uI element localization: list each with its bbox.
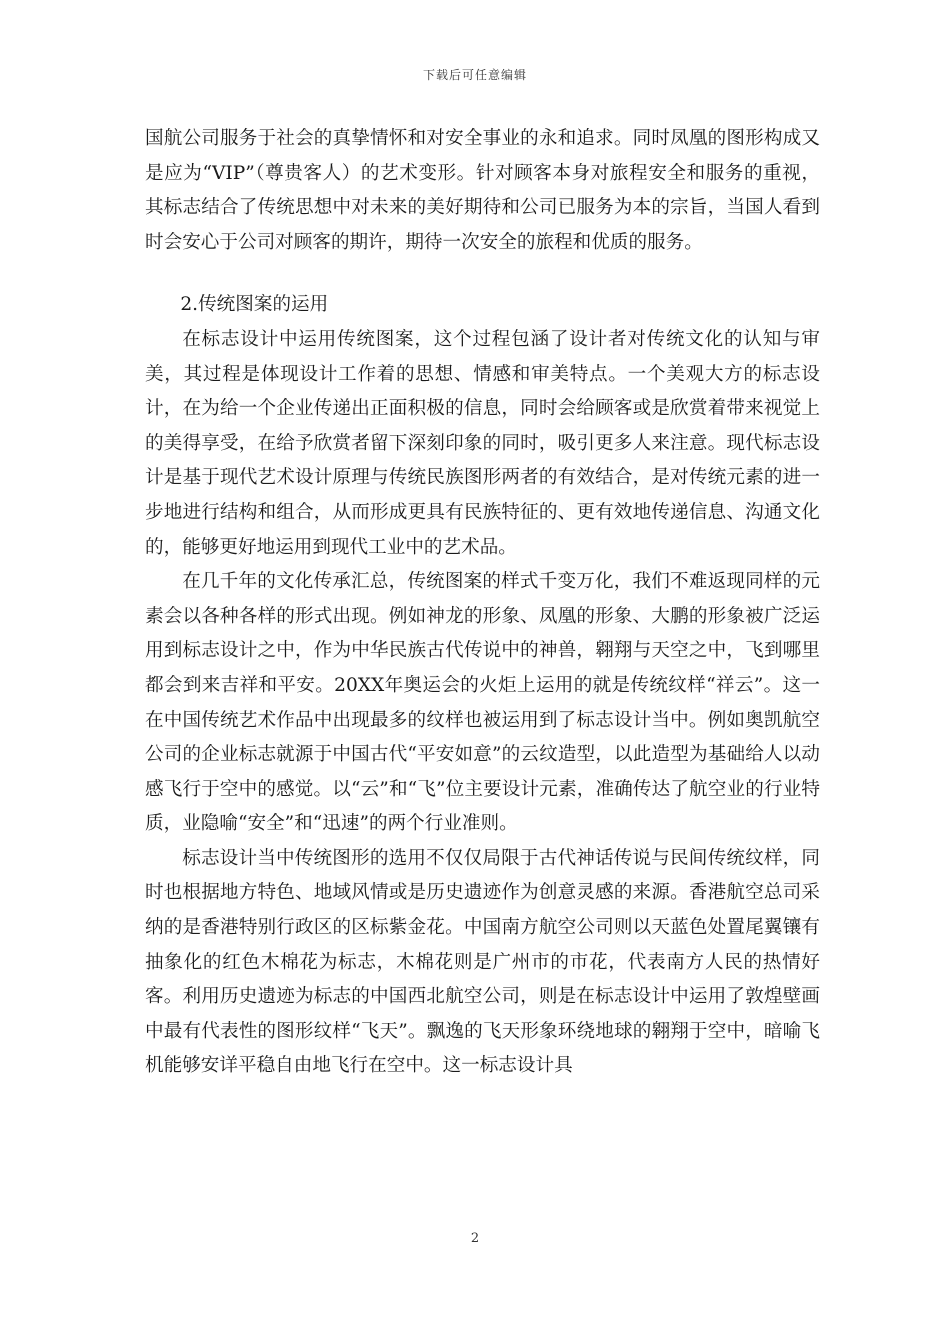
paragraph: 标志设计当中传统图形的选用不仅仅局限于古代神话传说与民间传统纹样，同时也根据地方特色、地域风情或是历史遗迹作为创意灵感的来源。香港航空总司采纳的是香港特别行政区的区标紫金花。中国南方航空公司则以天蓝色处置尾翼镶有抽象化的红色木棉花为标志，木棉花则是广州市的市花，代表南方人民的热情好客。利用历史遗迹为标志的中国西北航空公司，则是在标志设计中运用了敦煌壁画中最有代表性的图形纹样“飞天”。飘逸的飞天形象环绕地球的翱翔于空中，暗喻飞机能够安详平稳自由地飞行在空中。这一标志设计具: [145, 847, 820, 1077]
paragraph-continued: 国航公司服务于社会的真挚情怀和对安全事业的永和追求。同时凤凰的图形构成又是应为“VIP”（尊贵客人）的艺术变形。针对顾客本身对旅程安全和服务的重视，其标志结合了传统思想中对未来的美好期待和公司已服务为本的宗旨，当国人看到时会安心于公司对顾客的期许，期待一次安全的旅程和优质的服务。: [145, 128, 820, 253]
section-heading: 2.传统图案的运用: [180, 294, 329, 316]
page-number: 2: [470, 1231, 480, 1246]
paragraph-spacer: [145, 260, 820, 288]
document-body: [145, 122, 820, 1084]
paragraph: 在标志设计中运用传统图案，这个过程包涵了设计者对传统文化的认知与审美，其过程是体现设计工作着的思想、情感和审美特点。一个美观大方的标志设计，在为给一个企业传递出正面积极的信息，同时会给顾客或是欣赏着带来视觉上的美得享受，在给予欣赏者留下深刻印象的同时，吸引更多人来注意。现代标志设计是基于现代艺术设计原理与传统民族图形两者的有效结合，是对传统元素的进一步地进行结构和组合，从而形成更具有民族特征的、更有效地传递信息、沟通文化的，能够更好地运用到现代工业中的艺术品。: [145, 328, 820, 558]
page-header: 下载后可任意编辑: [422, 68, 527, 82]
paragraph: 在几千年的文化传承汇总，传统图案的样式千变万化，我们不难返现同样的元素会以各种各样的形式出现。例如神龙的形象、凤凰的形象、大鹏的形象被广泛运用到标志设计之中，作为中华民族古代传说中的神兽，翱翔与天空之中，飞到哪里都会到来吉祥和平安。20XX年奥运会的火炬上运用的就是传统纹样“祥云”。这一在中国传统艺术作品中出现最多的纹样也被运用到了标志设计当中。例如奥凯航空公司的企业标志就源于中国古代“平安如意”的云纹造型，以此造型为基础给人以动感飞行于空中的感觉。以“云”和“飞”位主要设计元素，准确传达了航空业的行业特质，业隐喻“安全”和“迅速”的两个行业准则。: [145, 571, 820, 835]
